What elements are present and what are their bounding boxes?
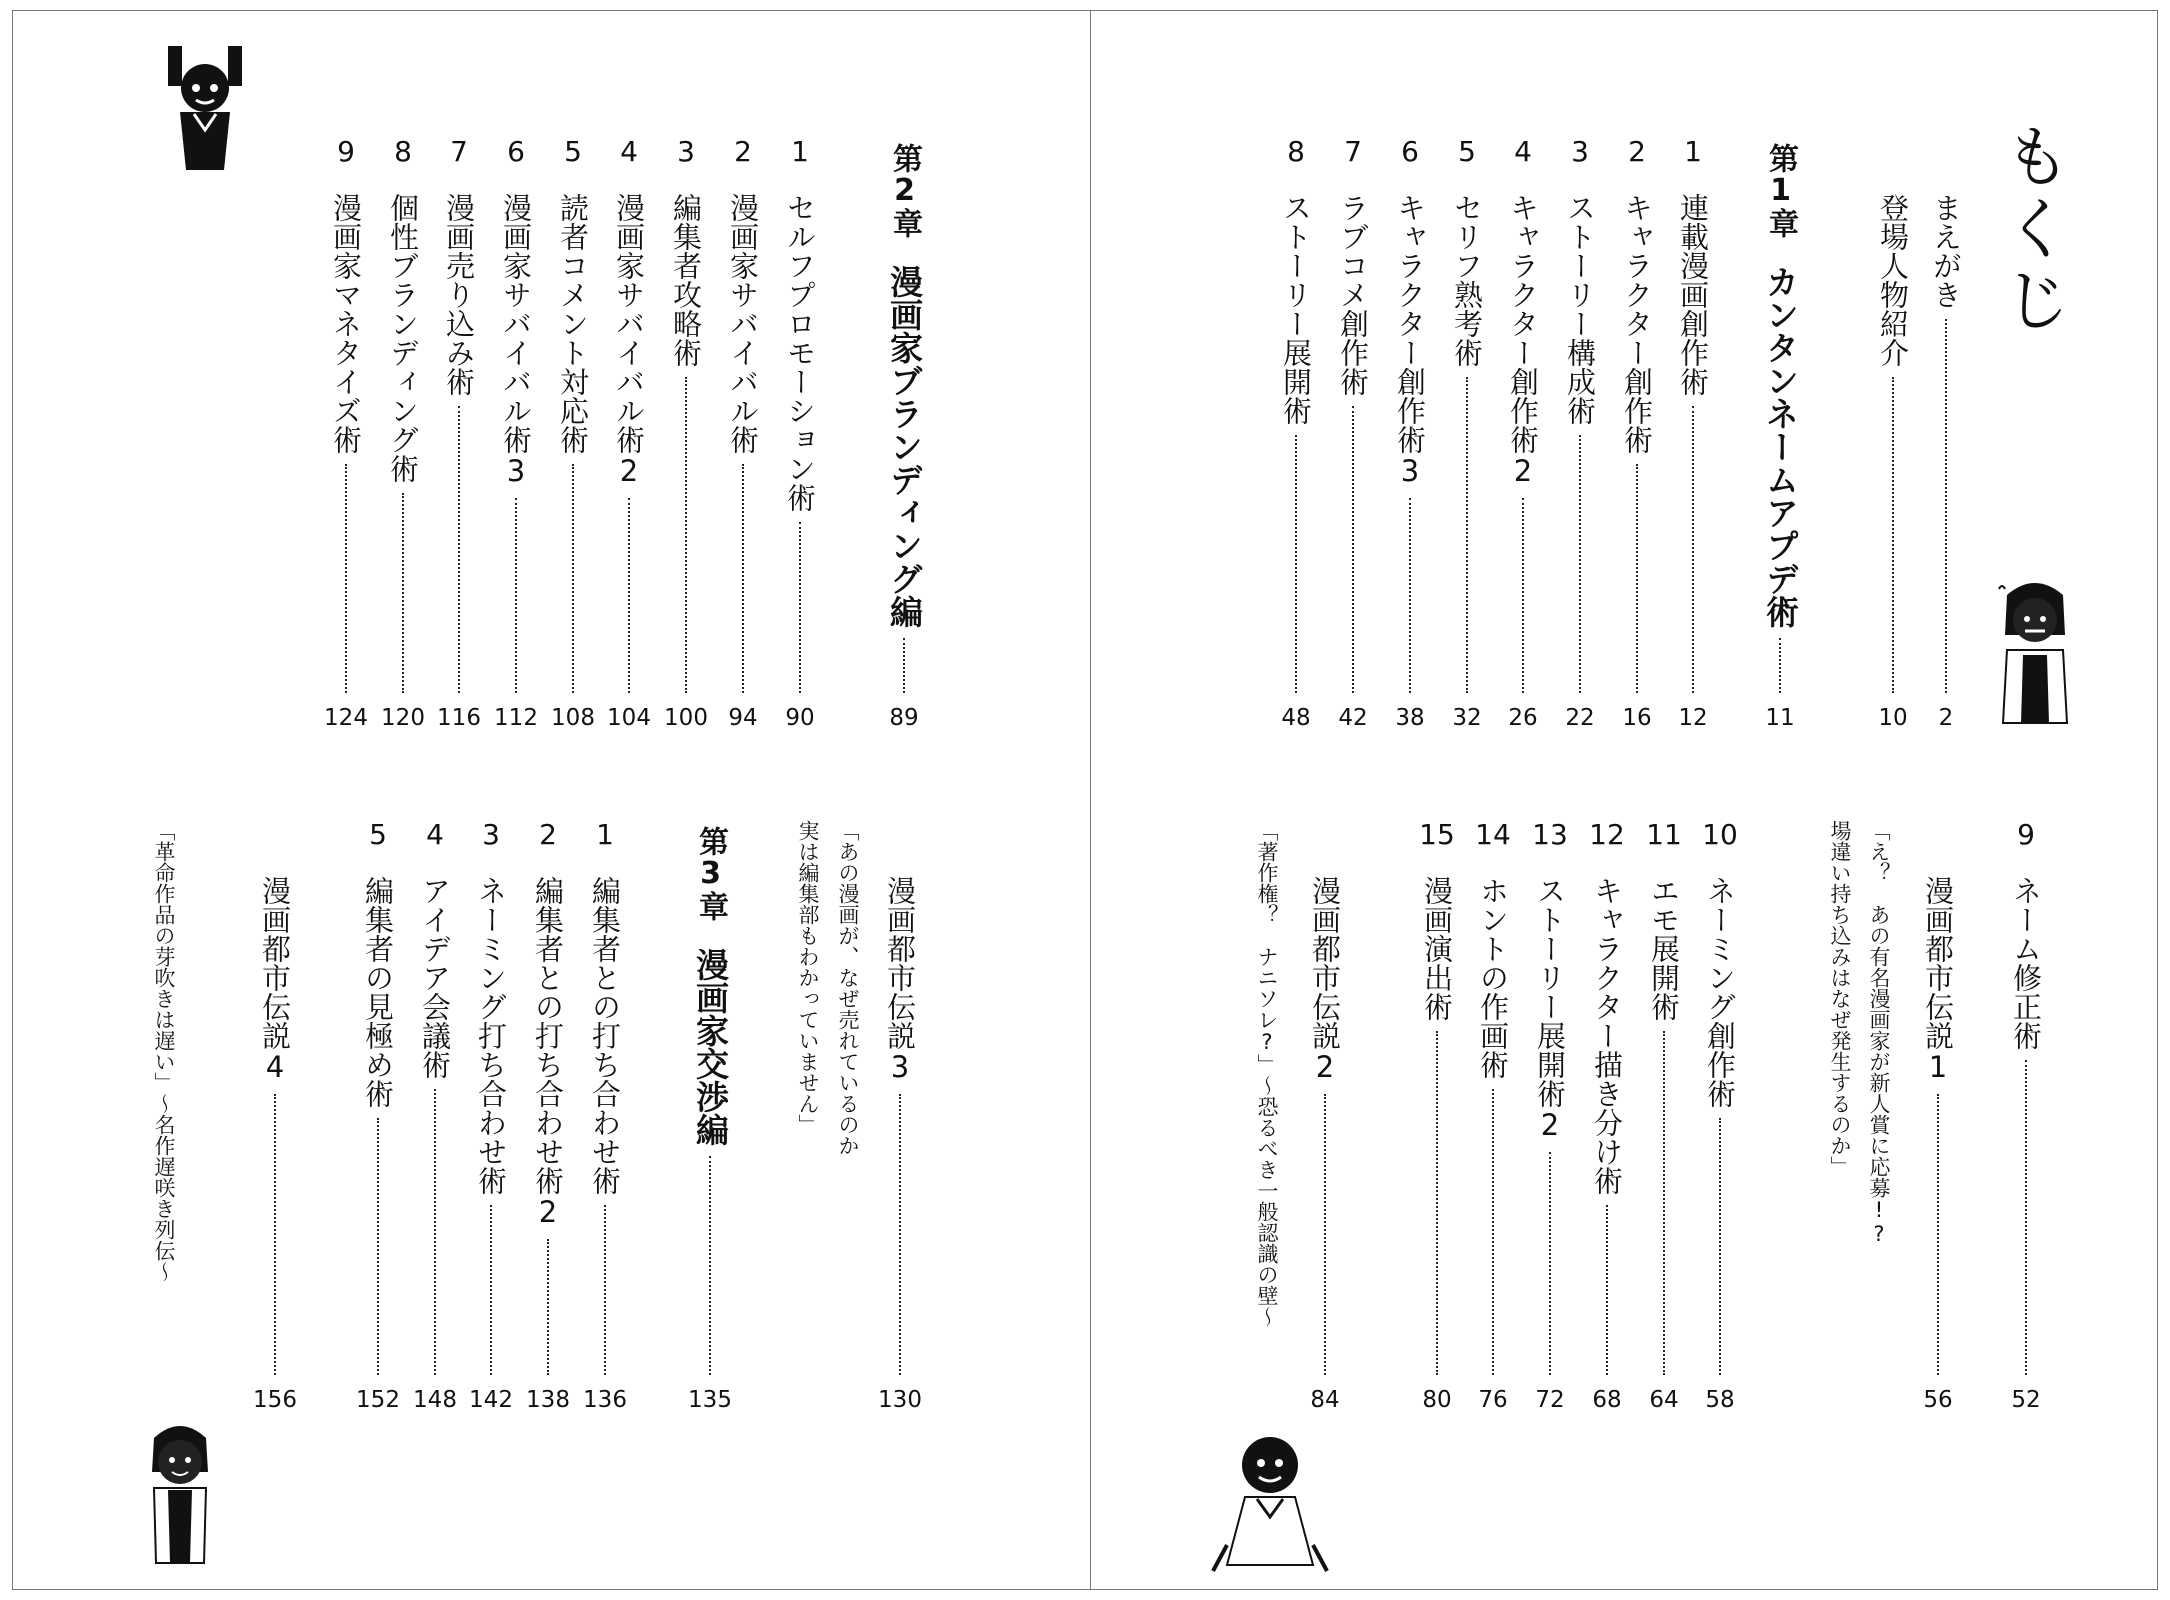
toc-entry <box>609 135 649 735</box>
toc-page-number: 116 <box>437 705 481 731</box>
toc-leader-dots <box>1945 319 1947 693</box>
toc-page-number: 130 <box>878 1387 922 1413</box>
toc-subtitle <box>1820 820 1860 1419</box>
toc-subtitle <box>1247 820 1287 1419</box>
toc-subtitle-text: 「え？ あの有名漫画家が新人賞に応募!? <box>1867 820 1891 1246</box>
toc-leader-dots <box>1719 1118 1721 1375</box>
toc-leader-dots <box>799 522 801 693</box>
toc-number: 1 <box>1684 135 1702 168</box>
toc-title: ネーミング創作術 <box>1703 876 1737 1108</box>
toc-title: アイデア会議術 <box>418 876 452 1079</box>
toc-title: 漫画家サバイバル術3 <box>499 193 533 488</box>
toc-page-number: 76 <box>1478 1387 1508 1413</box>
toc-page-number: 42 <box>1338 705 1368 731</box>
toc-page-number: 72 <box>1535 1387 1565 1413</box>
toc-number: 5 <box>1458 135 1476 168</box>
toc-number: 第2章 <box>887 142 922 238</box>
toc-entry <box>1873 135 1913 735</box>
toc-entry <box>1700 818 1740 1417</box>
toc-number: 第1章 <box>1763 142 1798 238</box>
toc-number: 3 <box>677 135 695 168</box>
toc-title: 漫画売り込み術 <box>442 193 476 396</box>
toc-leader-dots <box>685 377 687 693</box>
toc-page-number: 48 <box>1281 705 1311 731</box>
toc-title: 漫画都市伝説2 <box>1308 876 1342 1084</box>
toc-page-number: 38 <box>1395 705 1425 731</box>
toc-leader-dots <box>1324 1094 1326 1375</box>
toc-page-number: 148 <box>413 1387 457 1413</box>
toc-leader-dots <box>345 464 347 693</box>
toc-leader-dots <box>2025 1060 2027 1375</box>
toc-page-number: 12 <box>1678 705 1708 731</box>
toc-leader-dots <box>572 464 574 693</box>
toc-title: 編集者攻略術 <box>669 193 703 367</box>
toc-page-number: 156 <box>253 1387 297 1413</box>
toc-title: ストーリー展開術2 <box>1533 876 1567 1142</box>
toc-entry <box>1447 135 1487 735</box>
toc-number: 4 <box>426 818 444 851</box>
toc-entry <box>528 818 568 1417</box>
toc-leader-dots <box>1409 498 1411 693</box>
toc-entry <box>880 818 920 1417</box>
toc-title: セルフプロモーション術 <box>783 193 817 512</box>
toc-number: 10 <box>1702 818 1738 851</box>
toc-subtitle <box>1859 820 1899 1419</box>
toc-title: 漫画家サバイバル術2 <box>612 193 646 488</box>
toc-leader-dots <box>458 406 460 693</box>
toc-title: 漫画家ブランディング編 <box>885 265 924 628</box>
toc-page-number: 152 <box>356 1387 400 1413</box>
toc-entry <box>1417 818 1457 1417</box>
toc-entry <box>666 135 706 735</box>
toc-entry <box>439 135 479 735</box>
toc-page-number: 89 <box>889 705 919 731</box>
toc-page-number: 10 <box>1878 705 1908 731</box>
toc-title: 編集者との打ち合わせ術2 <box>531 876 565 1229</box>
toc-title: 漫画演出術 <box>1420 876 1454 1021</box>
toc-leader-dots <box>604 1205 606 1375</box>
toc-chapter <box>1760 135 1800 735</box>
toc-title: 漫画家マネタイズ術 <box>329 193 363 454</box>
toc-number: 6 <box>1401 135 1419 168</box>
toc-subtitle-text: 場違い持ち込みはなぜ発生するのか」 <box>1828 820 1852 1177</box>
toc-number: 2 <box>539 818 557 851</box>
toc-number: 7 <box>1344 135 1362 168</box>
toc-entry <box>1333 135 1373 735</box>
toc-leader-dots <box>1466 377 1468 693</box>
toc-page-number: 56 <box>1923 1387 1953 1413</box>
toc-leader-dots <box>547 1239 549 1375</box>
toc-leader-dots <box>899 1094 901 1375</box>
toc-page-number: 84 <box>1310 1387 1340 1413</box>
toc-leader-dots <box>1492 1089 1494 1375</box>
toc-entry <box>1926 135 1966 735</box>
toc-title: キャラクター創作術3 <box>1393 193 1427 488</box>
toc-entry <box>496 135 536 735</box>
character-sweating-icon <box>1995 575 2075 725</box>
toc-leader-dots <box>709 1156 711 1375</box>
toc-leader-dots <box>903 638 905 693</box>
toc-page-number: 2 <box>1938 705 1954 731</box>
toc-leader-dots <box>1692 406 1694 693</box>
character-cheering-icon <box>160 40 250 175</box>
toc-number: 8 <box>394 135 412 168</box>
toc-leader-dots <box>434 1089 436 1375</box>
toc-number: 14 <box>1475 818 1511 851</box>
toc-leader-dots <box>1579 435 1581 693</box>
toc-number: 1 <box>596 818 614 851</box>
toc-leader-dots <box>1295 435 1297 693</box>
toc-page-number: 104 <box>607 705 651 731</box>
toc-page-number: 68 <box>1592 1387 1622 1413</box>
toc-number: 第3章 <box>693 825 728 921</box>
toc-page-number: 32 <box>1452 705 1482 731</box>
toc-subtitle-text: 「革命作品の芽吹きは遅い」〜名作遅咲き列伝〜 <box>152 820 176 1282</box>
toc-title: カンタンネームアプデ術 <box>1761 265 1800 628</box>
toc-entry <box>1587 818 1627 1417</box>
toc-number: 5 <box>369 818 387 851</box>
toc-title: 漫画家交渉編 <box>691 948 730 1146</box>
toc-leader-dots <box>490 1205 492 1375</box>
toc-entry <box>1473 818 1513 1417</box>
toc-leader-dots <box>1663 1031 1665 1375</box>
toc-chapter <box>884 135 924 735</box>
toc-title: キャラクター創作術 <box>1620 193 1654 454</box>
toc-leader-dots <box>742 464 744 693</box>
toc-title: 編集者との打ち合わせ術 <box>588 876 622 1195</box>
toc-title: 編集者の見極め術 <box>361 876 395 1108</box>
toc-title: 漫画家サバイバル術 <box>726 193 760 454</box>
toc-entry <box>553 135 593 735</box>
toc-entry <box>585 818 625 1417</box>
toc-page-number: 52 <box>2011 1387 2041 1413</box>
toc-leader-dots <box>1892 377 1894 693</box>
toc-entry <box>1560 135 1600 735</box>
toc-entry <box>2006 818 2046 1417</box>
toc-leader-dots <box>1522 498 1524 693</box>
toc-page-number: 58 <box>1705 1387 1735 1413</box>
toc-entry <box>415 818 455 1417</box>
toc-entry <box>1673 135 1713 735</box>
toc-leader-dots <box>515 498 517 693</box>
toc-number: 6 <box>507 135 525 168</box>
toc-page-number: 94 <box>728 705 758 731</box>
toc-subtitle <box>828 820 868 1419</box>
toc-subtitle-text: 「著作権？ ナニソレ?」〜恐るべき一般認識の壁〜 <box>1255 820 1279 1327</box>
toc-title: 漫画都市伝説4 <box>258 876 292 1084</box>
character-standing-icon <box>140 1420 220 1565</box>
toc-number: 13 <box>1532 818 1568 851</box>
toc-entry <box>383 135 423 735</box>
toc-leader-dots <box>1549 1152 1551 1375</box>
toc-entry <box>1644 818 1684 1417</box>
toc-number: 11 <box>1646 818 1682 851</box>
toc-title: ホントの作画術 <box>1476 876 1510 1079</box>
toc-entry <box>1503 135 1543 735</box>
toc-entry <box>1617 135 1657 735</box>
toc-leader-dots <box>1779 638 1781 693</box>
toc-entry <box>1276 135 1316 735</box>
toc-title: 個性ブランディング術 <box>386 193 420 483</box>
toc-subtitle-text: 「あの漫画が、なぜ売れているのか <box>836 820 860 1156</box>
toc-subtitle-text: 実は編集部もわかっていません」 <box>796 820 820 1135</box>
toc-title: ラブコメ創作術 <box>1336 193 1370 396</box>
toc-number: 12 <box>1589 818 1625 851</box>
toc-leader-dots <box>1352 406 1354 693</box>
toc-entry <box>471 818 511 1417</box>
toc-page-number: 22 <box>1565 705 1595 731</box>
toc-page-number: 108 <box>551 705 595 731</box>
toc-title: キャラクター創作術2 <box>1506 193 1540 488</box>
toc-number: 2 <box>734 135 752 168</box>
toc-number: 2 <box>1628 135 1646 168</box>
toc-entry <box>1530 818 1570 1417</box>
toc-leader-dots <box>402 493 404 693</box>
toc-number: 3 <box>482 818 500 851</box>
toc-page-number: 124 <box>324 705 368 731</box>
toc-leader-dots <box>1436 1031 1438 1375</box>
toc-leader-dots <box>377 1118 379 1375</box>
toc-page-number: 26 <box>1508 705 1538 731</box>
toc-number: 5 <box>564 135 582 168</box>
toc-page-number: 64 <box>1649 1387 1679 1413</box>
toc-number: 15 <box>1419 818 1455 851</box>
toc-title: セリフ熟考術 <box>1450 193 1484 367</box>
toc-page-number: 80 <box>1422 1387 1452 1413</box>
toc-title: ストーリー構成術 <box>1563 193 1597 425</box>
toc-number: 1 <box>791 135 809 168</box>
toc-page-number: 138 <box>526 1387 570 1413</box>
toc-leader-dots <box>1606 1205 1608 1375</box>
toc-entry <box>255 818 295 1417</box>
toc-entry <box>1918 818 1958 1417</box>
toc-leader-dots <box>274 1094 276 1375</box>
toc-page-number: 11 <box>1765 705 1795 731</box>
toc-entry <box>358 818 398 1417</box>
toc-leader-dots <box>628 498 630 693</box>
toc-title: 漫画都市伝説3 <box>883 876 917 1084</box>
toc-entry <box>1305 818 1345 1417</box>
toc-title: ストーリー展開術 <box>1279 193 1313 425</box>
toc-number: 4 <box>620 135 638 168</box>
toc-page-number: 100 <box>664 705 708 731</box>
toc-entry <box>326 135 366 735</box>
toc-page-number: 90 <box>785 705 815 731</box>
character-waving-icon <box>1205 1425 1335 1575</box>
toc-subtitle <box>788 820 828 1419</box>
toc-title: ネーミング打ち合わせ術 <box>474 876 508 1195</box>
toc-title: 連載漫画創作術 <box>1676 193 1710 396</box>
toc-entry <box>780 135 820 735</box>
toc-title: もくじ <box>1992 121 2071 337</box>
toc-number: 7 <box>450 135 468 168</box>
toc-page-number: 135 <box>688 1387 732 1413</box>
toc-number: 9 <box>337 135 355 168</box>
toc-leader-dots <box>1937 1094 1939 1375</box>
toc-page-number: 142 <box>469 1387 513 1413</box>
toc-subtitle <box>144 820 184 1419</box>
toc-page-number: 136 <box>583 1387 627 1413</box>
toc-number: 8 <box>1287 135 1305 168</box>
toc-number: 4 <box>1514 135 1532 168</box>
toc-chapter <box>690 818 730 1417</box>
toc-entry <box>723 135 763 735</box>
toc-title: まえがき <box>1929 193 1963 309</box>
toc-page-number: 112 <box>494 705 538 731</box>
toc-title: 読者コメント対応術 <box>556 193 590 454</box>
toc-leader-dots <box>1636 464 1638 693</box>
toc-entry <box>1390 135 1430 735</box>
toc-number: 9 <box>2017 818 2035 851</box>
toc-title: キャラクター描き分け術 <box>1590 876 1624 1195</box>
toc-title: 漫画都市伝説1 <box>1921 876 1955 1084</box>
toc-title: ネーム修正術 <box>2009 876 2043 1050</box>
toc-title: 登場人物紹介 <box>1876 193 1910 367</box>
toc-title: エモ展開術 <box>1647 876 1681 1021</box>
toc-page-number: 120 <box>381 705 425 731</box>
toc-number: 3 <box>1571 135 1589 168</box>
toc-page-number: 16 <box>1622 705 1652 731</box>
